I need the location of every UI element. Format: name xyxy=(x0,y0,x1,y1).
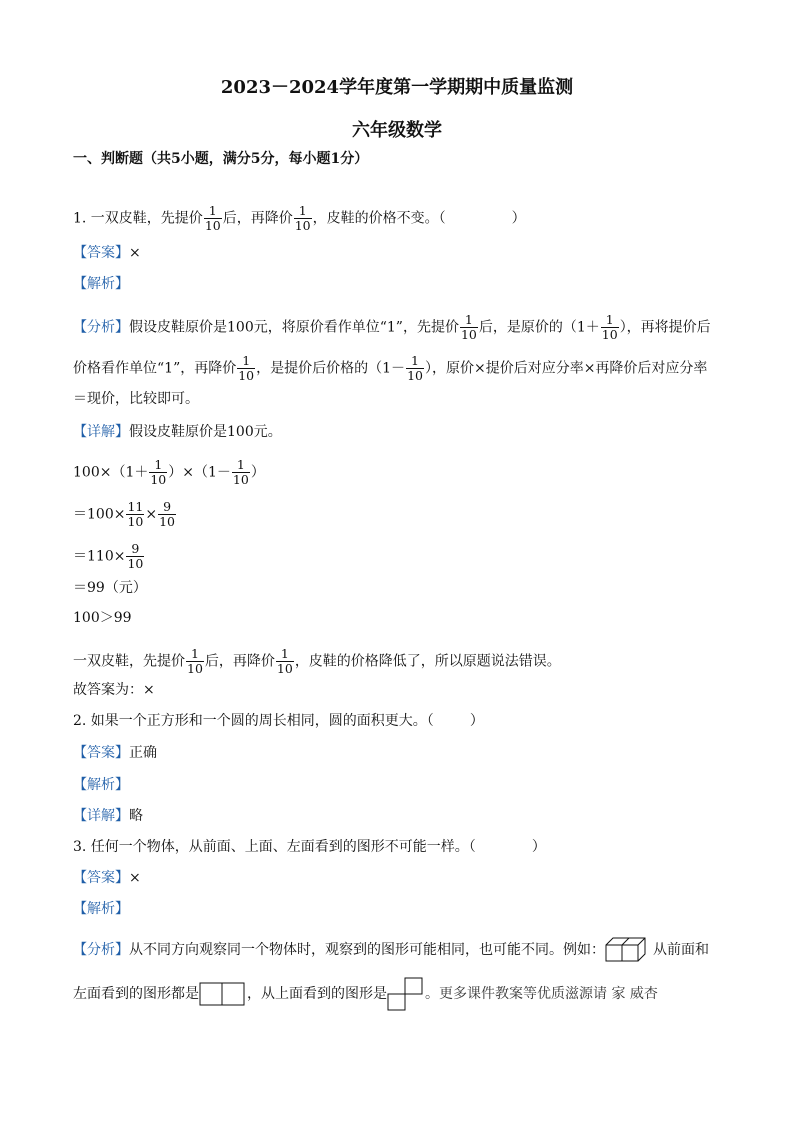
calc-line-3 xyxy=(73,542,145,571)
q1-stem-text: ） xyxy=(511,210,526,227)
calc-text: ＝100× xyxy=(73,506,126,523)
denominator: 10 xyxy=(127,556,144,571)
detail-text: 假设皮鞋原价是100元。 xyxy=(129,424,282,440)
fraction xyxy=(601,313,619,342)
stepped-squares-icon xyxy=(387,977,425,1011)
q2-stem-text: ） xyxy=(469,713,484,729)
q3-stem-text: ） xyxy=(531,839,546,855)
fraction xyxy=(460,313,478,342)
fraction xyxy=(204,204,222,233)
calc-text: 100×（1＋ xyxy=(73,464,149,481)
calc-text: × xyxy=(145,506,158,523)
fraction xyxy=(186,647,204,676)
fraction xyxy=(294,204,312,233)
fenxi-text: 假设皮鞋原价是100元，将原价看作单位“1”，先提价 xyxy=(129,319,459,336)
conclusion-text: 一双皮鞋，先提价 xyxy=(73,653,185,670)
detail-text: 略 xyxy=(129,808,143,824)
q1-answer xyxy=(73,245,141,261)
q3-fenxi-line1 xyxy=(73,937,709,963)
q3-answer xyxy=(73,870,141,886)
denominator: 10 xyxy=(460,327,477,342)
fraction xyxy=(158,500,176,529)
fraction xyxy=(126,542,144,571)
conclusion-text: 后，再降价 xyxy=(204,653,275,670)
fenxi-text: 价格看作单位“1”，再降价 xyxy=(73,360,237,377)
q1-analysis xyxy=(73,276,129,292)
numerator: 1 xyxy=(190,646,199,661)
denominator: 10 xyxy=(187,661,203,676)
calc-line-2 xyxy=(73,500,177,529)
q1-stem-text: ，皮鞋的价格不变。（ xyxy=(312,210,446,227)
calc-text: ＝110× xyxy=(73,548,126,565)
denominator: 10 xyxy=(159,514,175,529)
fraction xyxy=(149,458,167,487)
q3-fenxi-line2 xyxy=(73,977,658,1011)
numerator: 1 xyxy=(411,353,419,368)
fenxi-text: 从不同方向观察同一个物体时，观察到的图形可能相同，也可能不同。例如： xyxy=(129,942,605,958)
numerator: 9 xyxy=(163,499,172,514)
section-heading: 一、判断题（共5小题，满分5分，每小题1分） xyxy=(73,151,369,167)
q1-detail xyxy=(73,424,282,440)
q1-stem xyxy=(73,204,526,233)
q1-fenxi-line2 xyxy=(73,354,707,383)
answer-tag: 【答案】 xyxy=(73,870,129,886)
numerator: 11 xyxy=(127,499,144,514)
fraction xyxy=(232,458,250,487)
analysis-tag: 【解析】 xyxy=(73,777,129,793)
q2-answer xyxy=(73,745,157,761)
denominator: 10 xyxy=(127,514,144,529)
conclusion-text: ，皮鞋的价格降低了，所以原题说法错误。 xyxy=(294,653,561,670)
fraction xyxy=(406,354,424,383)
numerator: 1 xyxy=(236,457,245,472)
numerator: 1 xyxy=(242,353,251,368)
q1-stem-text: 1. 一双皮鞋，先提价 xyxy=(73,210,203,227)
q2-detail xyxy=(73,808,143,824)
calc-line-4: ＝99（元） xyxy=(73,580,147,596)
q2-stem-text: 2. 如果一个正方形和一个圆的周长相同，圆的面积更大。（ xyxy=(73,713,434,729)
fenxi-tag: 【分析】 xyxy=(73,942,129,958)
page-subtitle: 六年级数学 xyxy=(352,120,442,141)
fenxi-text: ），再将提价后 xyxy=(619,319,711,336)
q1-fenxi-line3: ＝现价，比较即可。 xyxy=(73,391,199,407)
fenxi-text: ，是提价后价格的（1－ xyxy=(256,360,406,377)
calc-line-1 xyxy=(73,458,265,487)
fenxi-text: 后，是原价的（1＋ xyxy=(478,319,600,336)
denominator: 10 xyxy=(204,218,221,233)
q3-stem xyxy=(73,839,546,855)
q1-final: 故答案为：× xyxy=(73,682,155,698)
fraction xyxy=(126,500,144,529)
fenxi-text: ，从上面看到的图形是 xyxy=(247,986,387,1002)
detail-tag: 【详解】 xyxy=(73,808,129,824)
fenxi-text: 从前面和 xyxy=(653,942,709,958)
denominator: 10 xyxy=(407,368,423,383)
cube-figure-icon xyxy=(605,937,653,963)
detail-tag: 【详解】 xyxy=(73,424,129,440)
fenxi-tag: 【分析】 xyxy=(73,319,129,336)
numerator: 1 xyxy=(280,646,289,661)
analysis-tag: 【解析】 xyxy=(73,901,129,917)
two-squares-icon xyxy=(199,982,247,1006)
denominator: 10 xyxy=(238,368,255,383)
answer-tag: 【答案】 xyxy=(73,745,129,761)
answer-value: 正确 xyxy=(129,745,157,761)
q1-fenxi-line1 xyxy=(73,313,711,342)
numerator: 1 xyxy=(298,203,307,218)
numerator: 1 xyxy=(208,203,217,218)
q2-analysis xyxy=(73,777,129,793)
q3-stem-text: 3. 任何一个物体，从前面、上面、左面看到的图形不可能一样。（ xyxy=(73,839,476,855)
q1-conclusion xyxy=(73,647,561,676)
numerator: 1 xyxy=(154,457,163,472)
compare-line: 100＞99 xyxy=(73,610,132,626)
calc-text: ）×（1－ xyxy=(168,464,231,481)
answer-value: × xyxy=(129,245,141,261)
analysis-tag: 【解析】 xyxy=(73,276,129,292)
page-title: 2023－2024学年度第一学期期中质量监测 xyxy=(220,77,574,98)
q1-stem-text: 后，再降价 xyxy=(222,210,293,227)
numerator: 1 xyxy=(464,312,473,327)
numerator: 9 xyxy=(131,541,140,556)
fenxi-text: 左面看到的图形都是 xyxy=(73,986,199,1002)
q2-stem xyxy=(73,713,484,729)
fraction xyxy=(237,354,255,383)
answer-tag: 【答案】 xyxy=(73,245,129,261)
denominator: 10 xyxy=(601,327,618,342)
denominator: 10 xyxy=(276,661,293,676)
numerator: 1 xyxy=(605,312,614,327)
fenxi-text: 。更多课件教案等优质滋源请 家 威杏 xyxy=(425,986,658,1002)
fenxi-text: ），原价×提价后对应分率×再降价后对应分率 xyxy=(424,360,708,377)
answer-value: × xyxy=(129,870,141,886)
calc-text: ） xyxy=(250,464,265,481)
denominator: 10 xyxy=(232,472,249,487)
fraction xyxy=(276,647,294,676)
denominator: 10 xyxy=(294,218,311,233)
denominator: 10 xyxy=(150,472,167,487)
q3-analysis xyxy=(73,901,129,917)
